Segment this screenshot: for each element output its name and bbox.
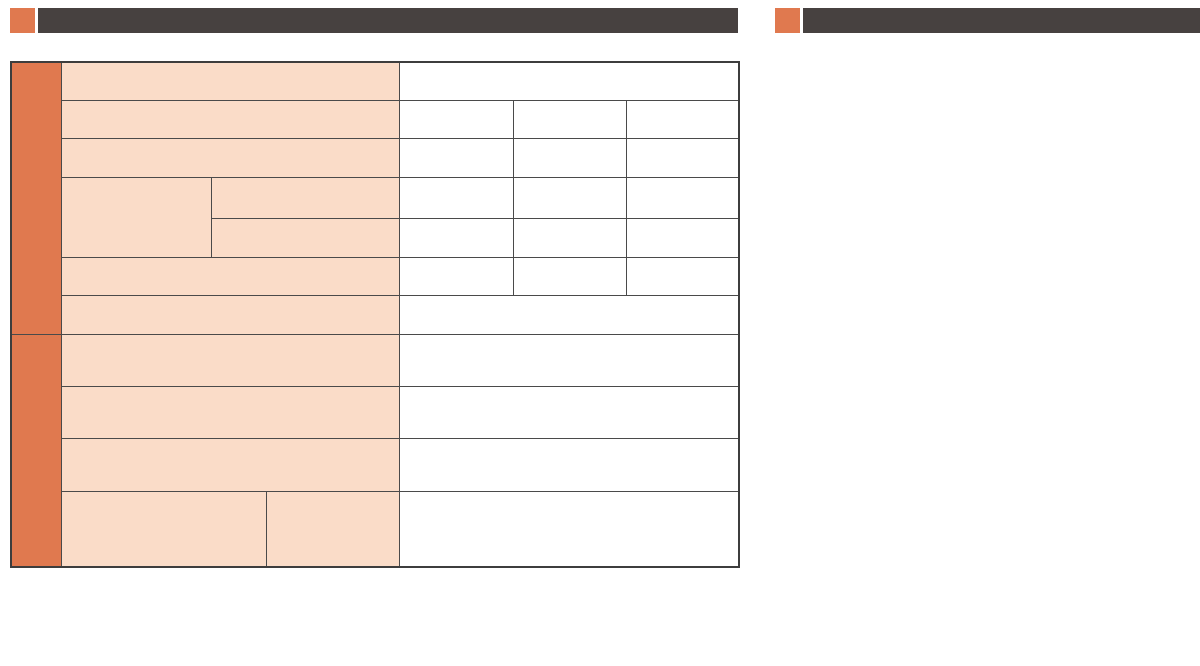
value-speed-1 [399, 138, 513, 177]
label-lead [61, 100, 399, 138]
label-speed [61, 138, 399, 177]
deformation-chart [775, 48, 1200, 320]
label-home-sensor [61, 491, 266, 567]
footnote-note2 [12, 647, 15, 665]
accent-square-icon [775, 8, 800, 33]
value-vertical-2 [513, 218, 626, 257]
label-ballscrew [61, 386, 399, 438]
value-horizontal-3 [626, 177, 739, 218]
value-home-sensor [399, 491, 739, 567]
value-thrust-1 [399, 257, 513, 295]
label-repeatability [61, 62, 399, 100]
value-lead-10 [513, 100, 626, 138]
value-horizontal-1 [399, 177, 513, 218]
value-motor [399, 334, 739, 386]
accent-square-icon [10, 8, 35, 33]
deformation-section-header [775, 8, 1200, 33]
table-row-stroke [11, 295, 739, 334]
value-vertical-1 [399, 218, 513, 257]
label-outside [266, 491, 399, 567]
table-row-repeatability [11, 62, 739, 100]
value-thrust-3 [626, 257, 739, 295]
table-row-home-sensor [11, 491, 739, 567]
label-vertical [211, 218, 399, 257]
value-speed-2 [513, 138, 626, 177]
value-stroke [399, 295, 739, 334]
value-repeatability [399, 62, 739, 100]
value-lead-20 [626, 100, 739, 138]
table-row-thrust [11, 257, 739, 295]
label-coupling [61, 438, 399, 491]
section-label-parts [11, 334, 61, 567]
label-thrust [61, 257, 399, 295]
table-row-speed [11, 138, 739, 177]
table-row-lead [11, 100, 739, 138]
spec-section-header [10, 8, 738, 33]
table-row-payload-horizontal [11, 177, 739, 218]
table-row-ballscrew [11, 386, 739, 438]
value-horizontal-2 [513, 177, 626, 218]
spec-header-bar [38, 8, 738, 33]
label-horizontal [211, 177, 399, 218]
label-payload [61, 177, 211, 257]
value-lead-5 [399, 100, 513, 138]
table-row-coupling [11, 438, 739, 491]
section-label-spec [11, 62, 61, 334]
value-coupling [399, 438, 739, 491]
value-vertical-3 [626, 218, 739, 257]
value-ballscrew [399, 386, 739, 438]
value-speed-3 [626, 138, 739, 177]
label-motor [61, 334, 399, 386]
footnote-note1 [12, 627, 15, 645]
spec-table [10, 61, 740, 568]
value-thrust-2 [513, 257, 626, 295]
label-stroke [61, 295, 399, 334]
deformation-header-bar [803, 8, 1200, 33]
table-row-motor [11, 334, 739, 386]
